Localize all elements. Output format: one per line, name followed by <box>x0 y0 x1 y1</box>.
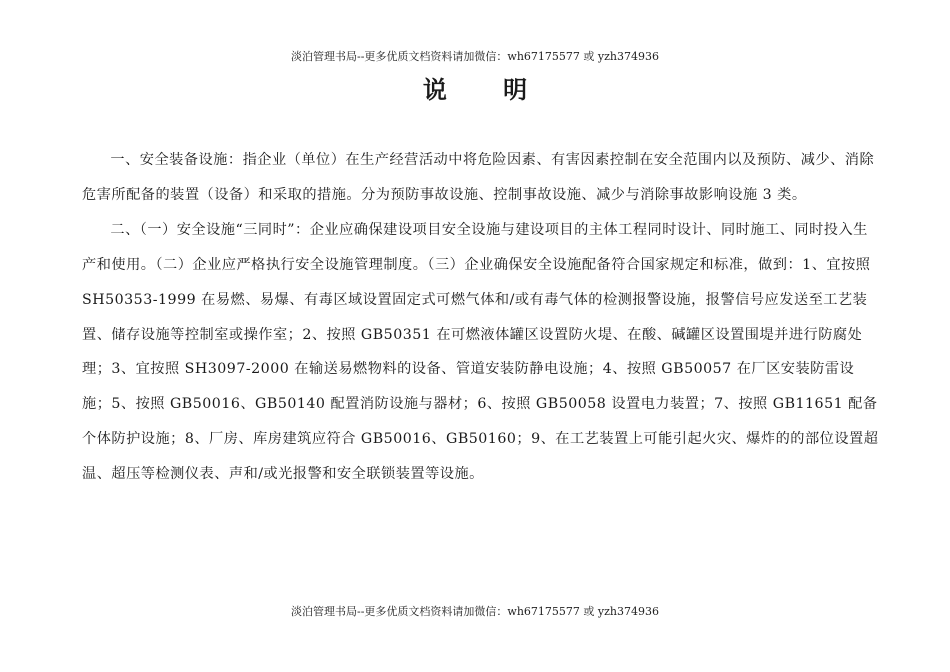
header-note: 淡泊管理书局--更多优质文档资料请加微信：wh67175577 或 yzh374936 <box>291 50 659 63</box>
document-title: 说 明 <box>422 75 552 104</box>
document-body <box>82 143 882 492</box>
footer-note: 淡泊管理书局--更多优质文档资料请加微信：wh67175577 或 yzh374936 <box>291 605 659 618</box>
paragraph-1: 一、安全装备设施：指企业（单位）在生产经营活动中将危险因素、有害因素控制在安全范围内以及预防、减少、消除危害所配备的装置（设备）和采取的措施。分为预防事故设施、控制事故设施、减少与消除事故影响设施 3 类。 <box>82 152 875 203</box>
paragraph-2: 二、（一）安全设施“三同时”：企业应确保建设项目安全设施与建设项目的主体工程同时设计、同时施工、同时投入生产和使用。（二）企业应严格执行安全设施管理制度。（三）企业确保安全设施配备符合国家规定和标准，做到：1、宜按照 SH50353-1999 在易燃、易爆、有毒区域设置固定式可燃气体和/或有毒气体的检测报警设施，报警信号应发送至工艺装置、储存设施等控制室或操作室；2、按照 GB50351 在可燃液体罐区设置防火堤、在酸、碱罐区设置围堤并进行防腐处理；3、宜按照 SH3097-2000 在输送易燃物料的设备、管道安装防静电设施；4、按照 GB50057 在厂区安装防雷设施；5、按照 GB50016、GB50140 配置消防设施与器材；6、按照 GB50058 设置电力装置；7、按照 GB11651 配备个体防护设施；8、厂房、库房建筑应符合 GB50016、GB50160；9、在工艺装置上可能引起火灾、爆炸的的部位设置超温、超压等检测仪表、声和/或光报警和安全联锁装置等设施。 <box>82 221 879 483</box>
